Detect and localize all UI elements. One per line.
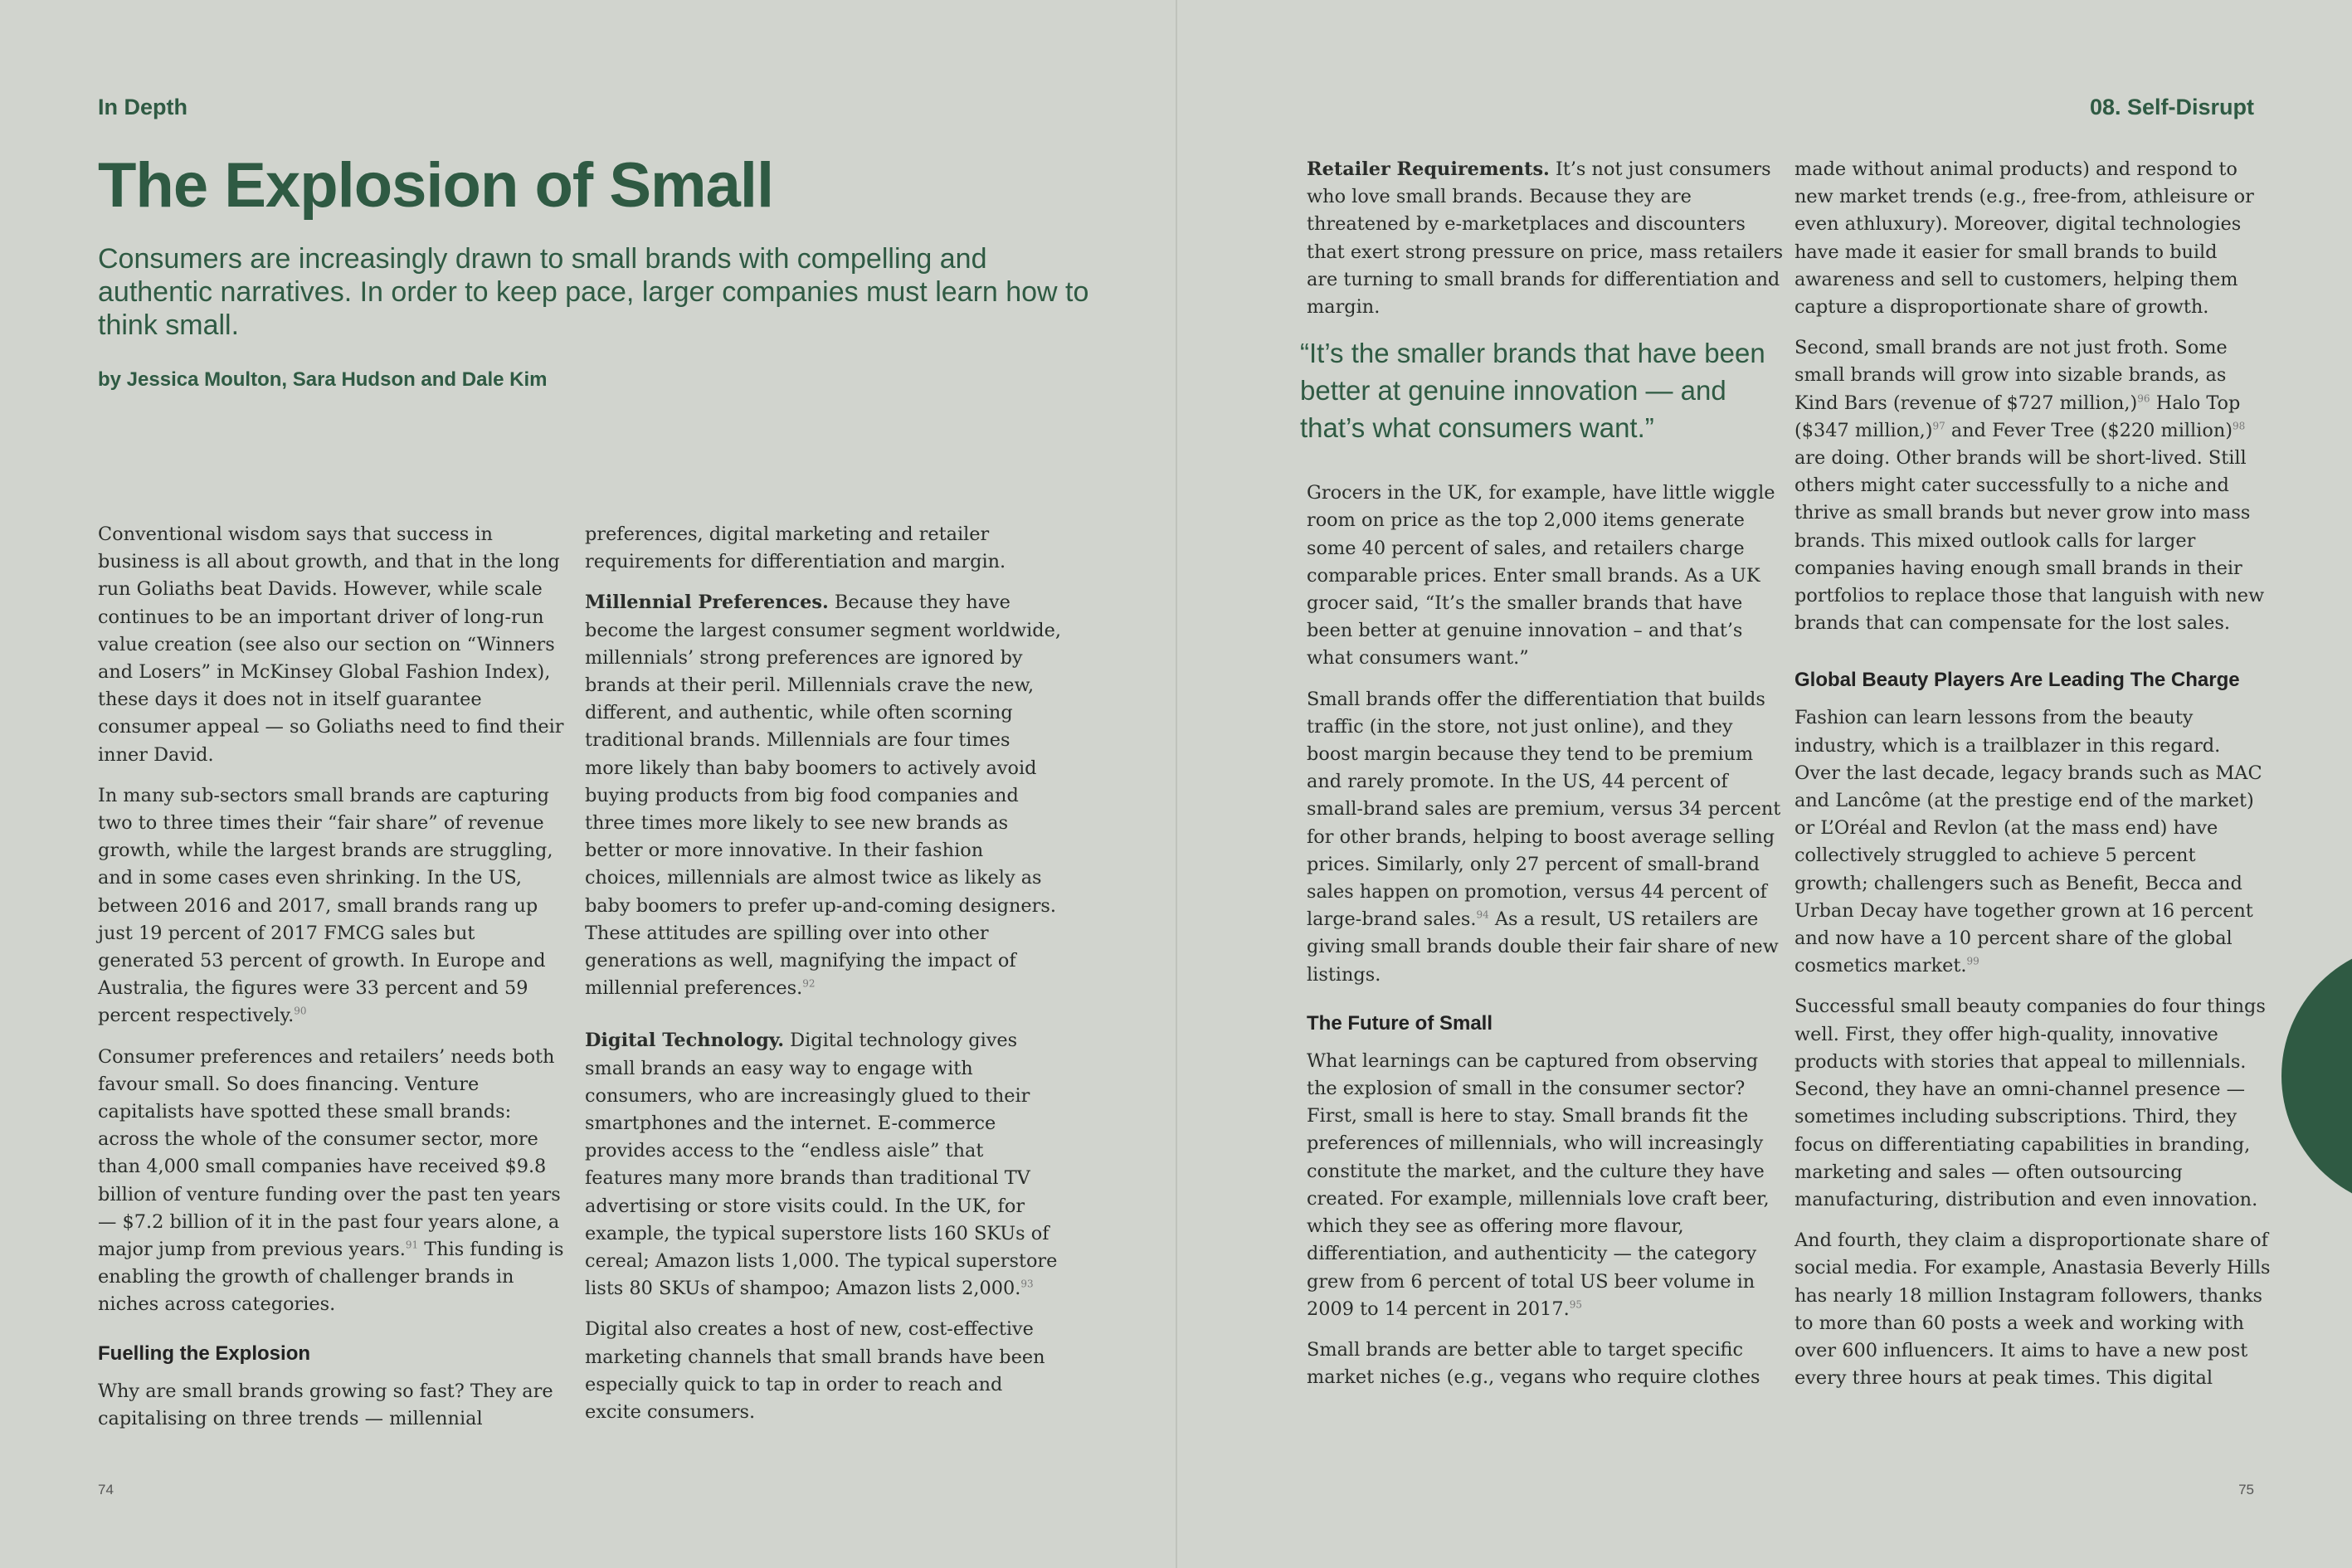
column-2 [585,521,1062,1439]
page-number-right: 75 [2238,1482,2254,1497]
paragraph [1307,1048,1784,1323]
footnote-ref: 98 [2232,420,2246,432]
footnote-ref: 91 [405,1239,419,1251]
footnote-ref: 93 [1020,1278,1034,1290]
paragraph-text: and Fever Tree ($220 million) [1945,419,2233,441]
paragraph-text: Second, small brands are not just froth. Some small brands will grow into sizable brands, as Kind Bars (revenue of $727 million,) [1794,337,2228,414]
footnote-ref: 96 [2137,392,2150,405]
column-4 [1794,156,2272,1405]
paragraph [1794,334,2272,637]
footnote-ref: 97 [1932,420,1945,432]
section-label-left: In Depth [98,95,187,119]
run-in-heading: Retailer Requirements. [1307,158,1550,180]
section-label-right: 08. Self-Disrupt [2089,95,2254,119]
column-1 [98,521,575,1446]
paragraph [98,1044,575,1319]
paragraph [98,782,575,1030]
paragraph: Grocers in the UK, for example, have little wiggle room on price as the top 2,000 items generate some 40 percent of sales, and retailers charge comparable prices. Enter small brands. As a UK grocer said, “It’s the smaller brands that have been better at genuine innovation – and that’s what consumers want.” [1307,482,1775,670]
paragraph-text: What learnings can be captured from observing the explosion of small in the consumer sector? First, small is here to stay. Small brands fit the preferences of millennials, who will increasingly constitute the market, and the culture they have created. For example, millennials love craft beer, which they see as offering more flavour, differentiation, and authenticity — the category grew from 6 percent of total US beer volume in 2009 to 14 percent in 2017. [1307,1049,1770,1320]
paragraph-text: Halo Top ($347 million,) [1794,392,2241,441]
paragraph-text: Digital technology gives small brands an easy way to engage with consumers, who are increasingly glued to their smartphones and the internet. E-commerce provides access to the “endless aisle” that features many more brands than traditional TV advertising or store visits could. In the UK, for example, the typical superstore lists 160 SKUs of cereal; Amazon lists 1,000. The typical superstore lists 80 SKUs of shampoo; Amazon lists 2,000. [585,1030,1058,1300]
paragraph [1307,686,1784,989]
subheading: Global Beauty Players Are Leading The Charge [1794,669,2240,692]
paragraph-text: Small brands offer the differentiation that builds traffic (in the store, not just online), and they boost margin because they tend to be premium and rarely promote. In the US, 44 percent of small-brand sales are premium, versus 34 percent for other brands, helping to boost average selling prices. Similarly, only 27 percent of small-brand sales happen on promotion, versus 44 percent of large-brand sales. [1307,688,1781,931]
paragraph: Why are small brands growing so fast? They are capitalising on three trends — millennial [98,1380,553,1429]
paragraph: Successful small beauty companies do four things well. First, they offer high-quality, innovative products with stories that appeal to millennials. Second, they have an omni-channel presence — sometimes including subscriptions. Third, they focus on differentiating capabilities in branding, marketing and sales — often outsourcing manufacturing, distribution and even innovation. [1794,996,2266,1210]
subheading: The Future of Small [1307,1011,1493,1035]
paragraph: Conventional wisdom says that success in business is all about growth, and that in the long run Goliaths beat Davids. However, while scale continues to be an important driver of long-run value creation (see also our section on “Winners and Losers” in McKinsey Global Fashion Index), these days it does not in itself guarantee consumer appeal — so Goliaths need to find their inner David. [98,523,564,766]
paragraph: And fourth, they claim a disproportionate share of social media. For example, Anastasia Beverly Hills has nearly 18 million Instagram followers, thanks to more than 60 posts a week and working with over 600 influencers. It aims to have a new post every three hours at peak times. This digital [1794,1230,2271,1390]
paragraph [1307,156,1784,321]
paragraph: preferences, digital marketing and retailer requirements for differentiation and margin. [585,523,1006,573]
page-number-left: 74 [98,1482,114,1497]
paragraph: made without animal products) and respond to new market trends (e.g., free-from, athleisure or even athluxury). Moreover, digital technologies have made it easier for small brands to build awareness and sell to customers, helping them capture a disproportionate share of growth. [1794,158,2254,319]
footnote-ref: 99 [1966,955,1979,967]
run-in-heading: Millennial Preferences. [585,592,829,614]
footnote-ref: 95 [1569,1298,1582,1311]
paragraph-text: As a result, US retailers are giving small brands double their fair share of new listings. [1307,908,1779,986]
paragraph: Digital also creates a host of new, cost-effective marketing channels that small brands have been especially quick to tap in order to reach and excite consumers. [585,1318,1045,1424]
subheading: Fuelling the Explosion [98,1342,311,1365]
footnote-ref: 92 [802,977,816,990]
paragraph-text: This funding is enabling the growth of challenger brands in niches across categories. [98,1239,564,1316]
article-dek: Consumers are increasingly drawn to small brands with compelling and authentic narratives. In order to keep pace, larger companies must learn how to think small. [98,243,1089,341]
decorative-circle [2281,943,2352,1209]
paragraph-text: Fashion can learn lessons from the beauty industry, which is a trailblazer in this regard. Over the last decade, legacy brands such as MAC and Lancôme (at the prestige end of the market) or L’Oréal and Revlon (at the mass end) have collectively struggled to achieve 5 percent growth; challengers such as Benefit, Becca and Urban Decay have together grown at 16 percent and now have a 10 percent share of the global cosmetics market. [1794,707,2262,977]
paragraph-text: Because they have become the largest consumer segment worldwide, millennials’ strong preferences are ignored by brands at their peril. Millennials crave the new, different, and authentic, while often scorning traditional brands. Millennials are four times more likely than baby boomers to actively avoid buying products from big food companies and three times more likely to see new brands as better or more innovative. In their fashion choices, millennials are almost twice as likely as baby boomers to prefer up-and-coming designers. These attitudes are spilling over into other generations as well, magnifying the impact of millennial preferences. [585,592,1062,1000]
footnote-ref: 90 [294,1005,307,1017]
paragraph [1794,704,2272,980]
article-byline: by Jessica Moulton, Sara Hudson and Dale Kim [98,368,548,391]
pull-quote: “It’s the smaller brands that have been better at genuine innovation — and that’s what consumers want.” [1300,338,1765,444]
paragraph-text: It’s not just consumers who love small brands. Because they are threatened by e-marketplaces and discounters that exert strong pressure on price, mass retailers are turning to small brands for differentiation and margin. [1307,158,1784,319]
footnote-ref: 94 [1476,908,1489,921]
paragraph-text: are doing. Other brands will be short-lived. Still others might cater successfully to a niche and thrive as small brands but never grow into mass brands. This mixed outlook calls for larger companies having enough small brands in their portfolios to replace those that languish with new brands that can compensate for the lost sales. [1794,447,2265,635]
run-in-heading: Digital Technology. [585,1030,785,1052]
page-fold [1176,0,1177,1568]
paragraph-text: Consumer preferences and retailers’ needs both favour small. So does financing. Venture capitalists have spotted these small brands: across the whole of the consumer sector, more than 4,000 small companies have received $9.8 billion of venture funding over the past ten years — $7.2 billion of it in the past four years alone, a major jump from previous years. [98,1045,561,1261]
paragraph: Small brands are better able to target specific market niches (e.g., vegans who require clothes [1307,1338,1760,1389]
paragraph-text: In many sub-sectors small brands are capturing two to three times their “fair share” of revenue growth, while the largest brands are struggling, and in some cases even shrinking. In the US, between 2016 and 2017, small brands rang up just 19 percent of 2017 FMCG sales but generated 53 percent of growth. In Europe and Australia, the figures were 33 percent and 59 percent respectively. [98,784,553,1027]
paragraph [585,589,1062,1002]
paragraph [585,1027,1062,1303]
column-3 [1300,156,1784,1405]
article-title: The Explosion of Small [98,150,774,221]
